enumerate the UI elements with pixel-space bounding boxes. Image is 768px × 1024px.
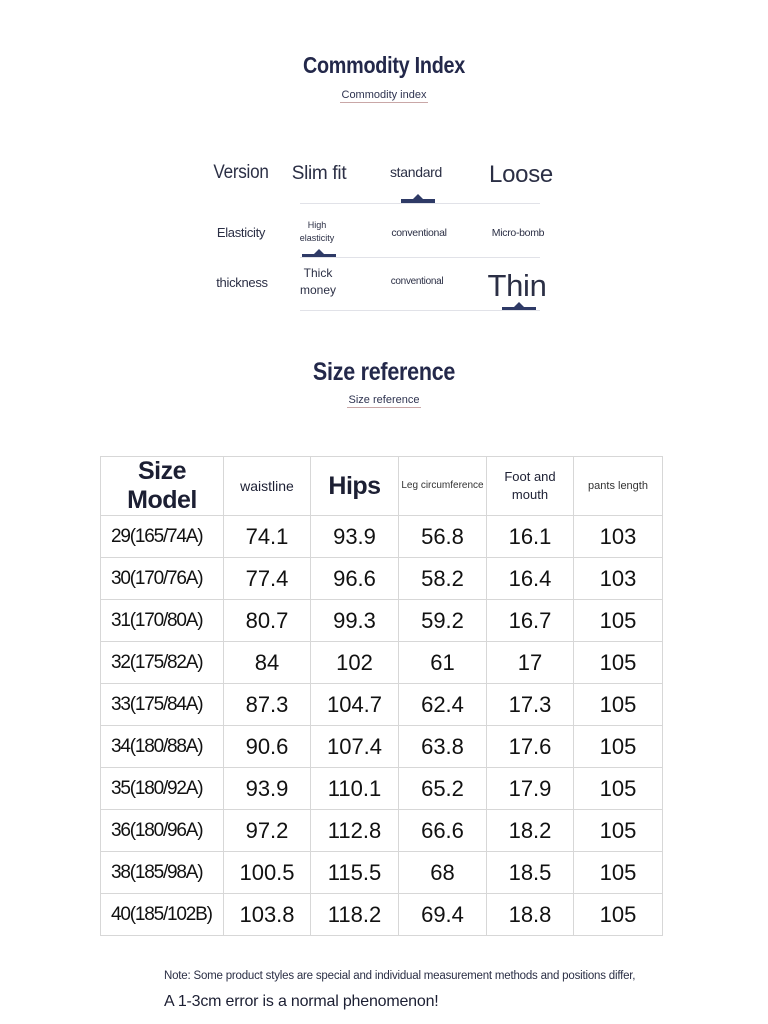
- cell-hips: 99.3: [311, 600, 399, 642]
- cell-size-model: 31(170/80A): [101, 600, 224, 642]
- commodity-subtitle: Commodity index: [341, 89, 427, 101]
- size-subtitle: Size reference: [348, 394, 420, 406]
- cell-hips: 102: [311, 642, 399, 684]
- cell-leg-circumference: 59.2: [399, 600, 487, 642]
- cell-waistline: 97.2: [224, 810, 311, 852]
- header-pants-length: pants length: [574, 457, 663, 516]
- cell-size-model: 36(180/96A): [101, 810, 224, 852]
- header-leg-circumference: Leg circumference: [399, 457, 487, 516]
- cell-hips: 115.5: [311, 852, 399, 894]
- cell-hips: 93.9: [311, 516, 399, 558]
- cell-pants-length: 105: [574, 894, 663, 936]
- cell-hips: 107.4: [311, 726, 399, 768]
- divider: [300, 257, 540, 258]
- cell-size-model: 34(180/88A): [101, 726, 224, 768]
- commodity-title: Commodity Index: [302, 52, 466, 78]
- option-slim-fit: Slim fit: [291, 163, 347, 184]
- cell-pants-length: 105: [574, 852, 663, 894]
- row-label-elasticity: Elasticity: [216, 225, 266, 240]
- cell-foot-and-mouth: 17.6: [487, 726, 574, 768]
- cell-pants-length: 105: [574, 810, 663, 852]
- table-row: [101, 684, 663, 726]
- note-line-2: A 1-3cm error is a normal phenomenon!: [164, 993, 439, 1010]
- cell-size-model: 32(175/82A): [101, 642, 224, 684]
- header-foot-and-mouth: Foot and mouth: [487, 457, 574, 516]
- table-row: [101, 894, 663, 936]
- cell-size-model: 35(180/92A): [101, 768, 224, 810]
- cell-waistline: 84: [224, 642, 311, 684]
- cell-foot-and-mouth: 17: [487, 642, 574, 684]
- cell-hips: 118.2: [311, 894, 399, 936]
- cell-foot-and-mouth: 18.2: [487, 810, 574, 852]
- row-label-thickness: thickness: [216, 275, 268, 290]
- cell-hips: 112.8: [311, 810, 399, 852]
- cell-leg-circumference: 56.8: [399, 516, 487, 558]
- cell-waistline: 100.5: [224, 852, 311, 894]
- cell-waistline: 74.1: [224, 516, 311, 558]
- table-row: [101, 726, 663, 768]
- cell-pants-length: 103: [574, 516, 663, 558]
- cell-foot-and-mouth: 18.8: [487, 894, 574, 936]
- header-size-model: Size Model: [101, 457, 224, 516]
- divider: [300, 203, 540, 204]
- cell-leg-circumference: 62.4: [399, 684, 487, 726]
- cell-waistline: 87.3: [224, 684, 311, 726]
- cell-foot-and-mouth: 16.7: [487, 600, 574, 642]
- cell-pants-length: 105: [574, 726, 663, 768]
- table-row: [101, 852, 663, 894]
- cell-pants-length: 105: [574, 642, 663, 684]
- cell-leg-circumference: 58.2: [399, 558, 487, 600]
- table-header-row: [101, 457, 663, 516]
- cell-leg-circumference: 61: [399, 642, 487, 684]
- cell-pants-length: 105: [574, 768, 663, 810]
- cell-waistline: 80.7: [224, 600, 311, 642]
- divider: [300, 310, 540, 311]
- option-micro-bomb: Micro-bomb: [491, 227, 545, 239]
- row-label-version: Version: [213, 162, 269, 183]
- cell-size-model: 40(185/102B): [101, 894, 224, 936]
- option-conventional-elasticity: conventional: [391, 227, 447, 239]
- cell-hips: 96.6: [311, 558, 399, 600]
- cell-pants-length: 103: [574, 558, 663, 600]
- cell-waistline: 93.9: [224, 768, 311, 810]
- cell-foot-and-mouth: 16.1: [487, 516, 574, 558]
- cell-foot-and-mouth: 16.4: [487, 558, 574, 600]
- cell-leg-circumference: 63.8: [399, 726, 487, 768]
- cell-pants-length: 105: [574, 684, 663, 726]
- table-row: [101, 600, 663, 642]
- commodity-index-grid: [0, 0, 768, 340]
- table-row: [101, 558, 663, 600]
- cell-foot-and-mouth: 17.9: [487, 768, 574, 810]
- option-thin: Thin: [487, 268, 547, 303]
- cell-size-model: 33(175/84A): [101, 684, 224, 726]
- cell-size-model: 38(185/98A): [101, 852, 224, 894]
- table-row: [101, 768, 663, 810]
- cell-leg-circumference: 66.6: [399, 810, 487, 852]
- cell-hips: 110.1: [311, 768, 399, 810]
- size-title: Size reference: [312, 358, 456, 386]
- header-hips: Hips: [311, 457, 399, 516]
- table-row: [101, 642, 663, 684]
- size-table: [100, 456, 662, 926]
- cell-leg-circumference: 69.4: [399, 894, 487, 936]
- option-standard: standard: [389, 164, 443, 180]
- option-thick-money: Thick money: [299, 266, 337, 297]
- cell-size-model: 29(165/74A): [101, 516, 224, 558]
- table-row: [101, 810, 663, 852]
- cell-hips: 104.7: [311, 684, 399, 726]
- option-conventional-thickness: conventional: [390, 276, 444, 287]
- header-waistline: waistline: [224, 457, 311, 516]
- cell-foot-and-mouth: 18.5: [487, 852, 574, 894]
- cell-waistline: 77.4: [224, 558, 311, 600]
- option-loose: Loose: [489, 161, 553, 188]
- cell-waistline: 90.6: [224, 726, 311, 768]
- cell-foot-and-mouth: 17.3: [487, 684, 574, 726]
- cell-leg-circumference: 65.2: [399, 768, 487, 810]
- option-high-elasticity: High elasticity: [299, 220, 335, 243]
- note-line-1: Note: Some product styles are special and individual measurement methods and positions differ,: [164, 970, 636, 982]
- cell-size-model: 30(170/76A): [101, 558, 224, 600]
- table-row: [101, 516, 663, 558]
- cell-waistline: 103.8: [224, 894, 311, 936]
- cell-pants-length: 105: [574, 600, 663, 642]
- cell-leg-circumference: 68: [399, 852, 487, 894]
